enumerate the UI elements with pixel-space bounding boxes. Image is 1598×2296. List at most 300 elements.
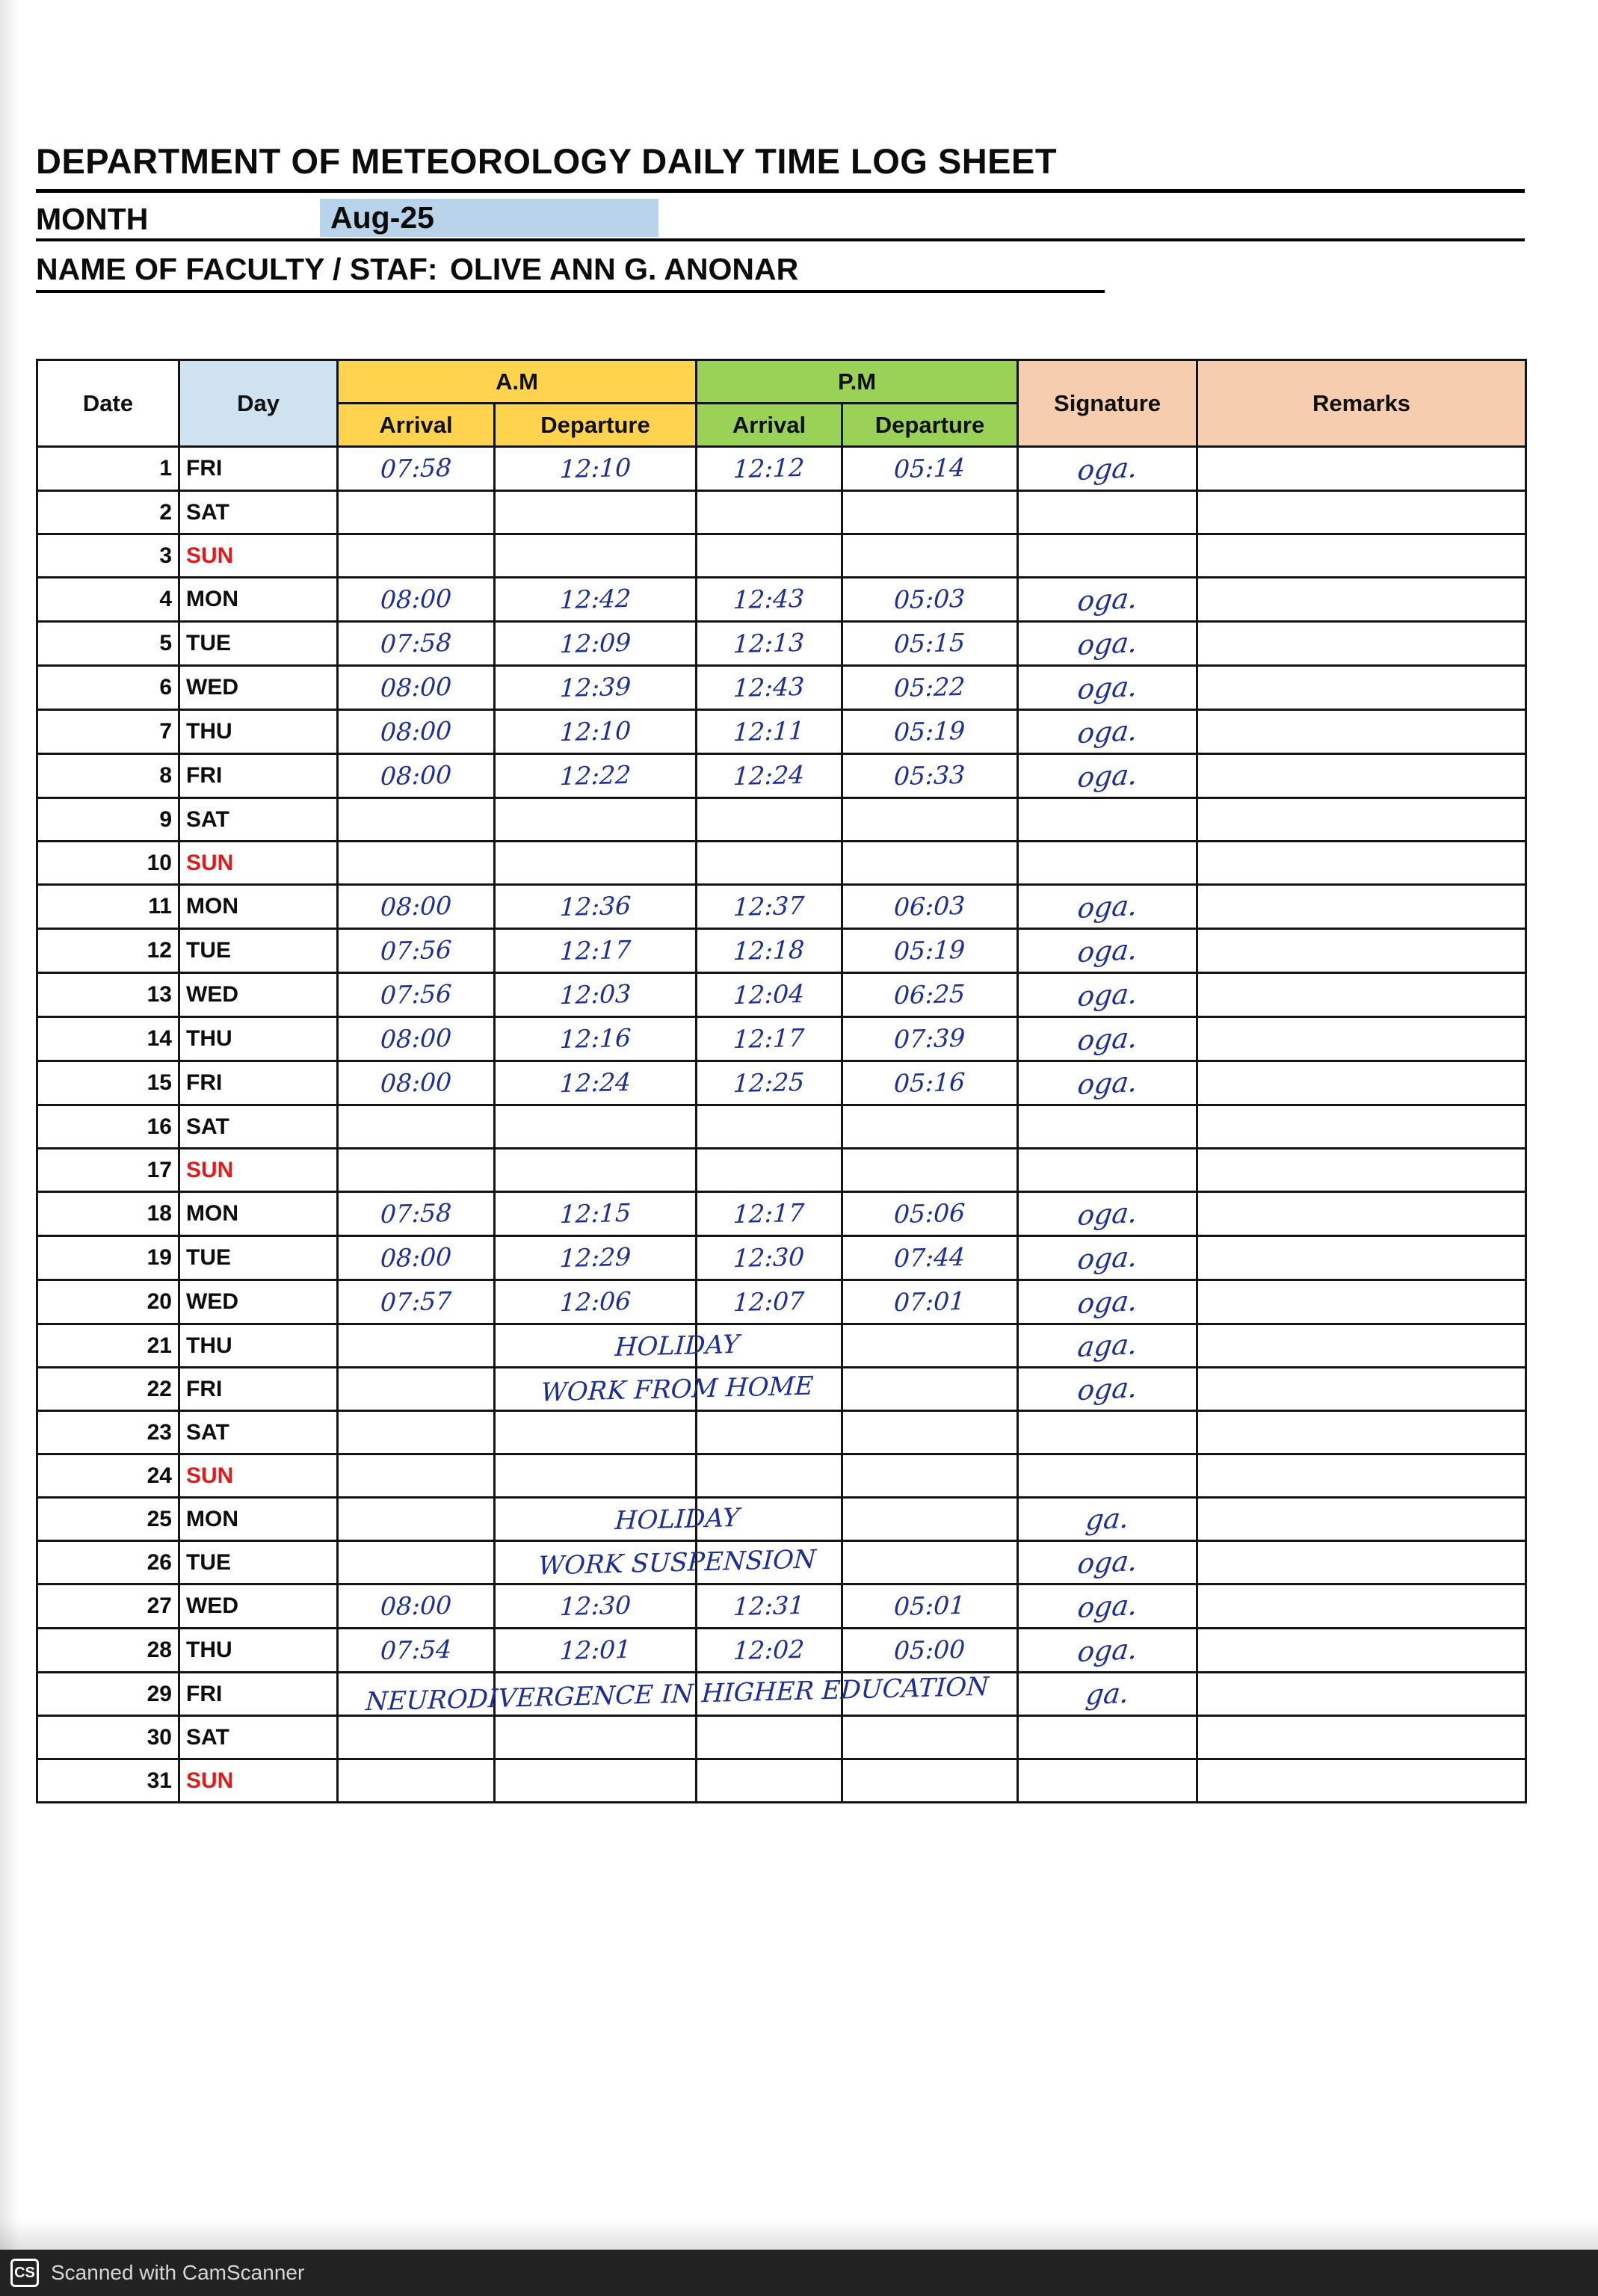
signature-cell	[1018, 1192, 1197, 1236]
handwritten-note: HOLIDAY	[614, 1329, 741, 1363]
am-departure-cell	[495, 1280, 697, 1324]
handwritten-time: 06:03	[893, 890, 966, 922]
am-departure-cell	[495, 1061, 697, 1105]
log-row	[37, 1629, 1526, 1673]
am-departure-cell	[495, 1411, 697, 1454]
remarks-cell	[1197, 885, 1526, 929]
am-departure-cell	[495, 1105, 697, 1149]
handwritten-time: 12:29	[559, 1241, 632, 1274]
am-departure-cell	[495, 973, 697, 1017]
remarks-cell	[1197, 491, 1526, 534]
date-cell: 10	[37, 842, 179, 885]
signature-cell	[1018, 1411, 1197, 1454]
log-row	[37, 1759, 1526, 1803]
day-cell: SAT	[179, 798, 338, 842]
pm-departure-cell	[842, 1105, 1018, 1149]
log-row	[37, 710, 1526, 754]
date-cell: 2	[37, 491, 179, 534]
handwritten-time: 07:01	[893, 1286, 966, 1318]
am-departure-cell	[495, 1673, 697, 1716]
header-pm-departure: Departure	[842, 404, 1018, 447]
date-cell: 8	[37, 754, 179, 798]
am-departure-cell	[495, 1759, 697, 1803]
date-cell: 5	[37, 622, 179, 666]
date-cell: 16	[37, 1105, 179, 1149]
am-arrival-cell	[338, 754, 495, 798]
handwritten-time: 05:14	[893, 452, 966, 484]
pm-arrival-cell	[697, 447, 842, 491]
handwritten-time: 05:19	[893, 715, 966, 747]
am-departure-cell	[495, 1454, 697, 1498]
pm-arrival-cell	[697, 1368, 842, 1411]
handwritten-time: 12:24	[732, 759, 806, 791]
pm-arrival-cell	[697, 1192, 842, 1236]
pm-departure-cell	[842, 578, 1018, 622]
am-arrival-cell	[338, 622, 495, 666]
handwritten-time: 08:00	[380, 890, 452, 922]
day-cell: MON	[179, 578, 338, 622]
log-row	[37, 1454, 1526, 1498]
am-arrival-cell	[338, 929, 495, 973]
signature-cell	[1018, 1105, 1197, 1149]
pm-arrival-cell	[697, 754, 842, 798]
pm-departure-cell	[842, 447, 1018, 491]
am-arrival-cell	[338, 1411, 495, 1454]
signature-mark: aga.	[1076, 1327, 1139, 1364]
log-row	[37, 622, 1526, 666]
remarks-cell	[1197, 1061, 1526, 1105]
am-arrival-cell	[338, 666, 495, 710]
pm-departure-cell	[842, 534, 1018, 578]
remarks-cell	[1197, 1629, 1526, 1673]
pm-arrival-cell	[697, 885, 842, 929]
date-cell: 19	[37, 1236, 179, 1280]
pm-arrival-cell	[697, 710, 842, 754]
am-arrival-cell	[338, 1192, 495, 1236]
remarks-cell	[1197, 1716, 1526, 1759]
pm-departure-cell	[842, 1280, 1018, 1324]
date-cell: 7	[37, 710, 179, 754]
remarks-cell	[1197, 1368, 1526, 1411]
handwritten-time: 05:22	[893, 671, 966, 703]
header-remarks: Remarks	[1197, 360, 1526, 447]
log-row	[37, 1192, 1526, 1236]
log-row	[37, 885, 1526, 929]
header-signature: Signature	[1018, 360, 1197, 447]
month-label: MONTH	[36, 202, 149, 236]
am-departure-cell	[495, 1236, 697, 1280]
date-cell: 22	[37, 1368, 179, 1411]
table-header	[37, 360, 1526, 447]
handwritten-time: 08:00	[380, 1241, 452, 1274]
am-departure-cell	[495, 754, 697, 798]
handwritten-time: 05:33	[893, 759, 966, 791]
signature-cell	[1018, 798, 1197, 842]
log-row	[37, 1541, 1526, 1584]
pm-arrival-cell	[697, 1673, 842, 1716]
handwritten-time: 12:39	[559, 671, 632, 703]
am-arrival-cell	[338, 1584, 495, 1629]
pm-departure-cell	[842, 973, 1018, 1017]
log-row	[37, 754, 1526, 798]
pm-departure-cell	[842, 622, 1018, 666]
signature-mark: oga.	[1076, 1240, 1140, 1276]
am-arrival-cell	[338, 1061, 495, 1105]
handwritten-time: 08:00	[380, 583, 452, 615]
remarks-cell	[1197, 1192, 1526, 1236]
day-cell: THU	[179, 1017, 338, 1061]
signature-cell	[1018, 1673, 1197, 1716]
pm-arrival-cell	[697, 1584, 842, 1629]
pm-departure-cell	[842, 929, 1018, 973]
am-arrival-cell	[338, 798, 495, 842]
signature-mark: oga.	[1076, 933, 1140, 969]
faculty-name-value: OLIVE ANN G. ANONAR	[449, 252, 799, 286]
date-cell: 12	[37, 929, 179, 973]
remarks-cell	[1197, 973, 1526, 1017]
remarks-cell	[1197, 534, 1526, 578]
am-departure-cell	[495, 1017, 697, 1061]
date-cell: 14	[37, 1017, 179, 1061]
date-cell: 30	[37, 1716, 179, 1759]
am-departure-cell	[495, 1629, 697, 1673]
signature-cell	[1018, 1584, 1197, 1629]
signature-mark: oga.	[1076, 1196, 1140, 1232]
signature-mark: ga.	[1084, 1502, 1131, 1537]
signature-cell	[1018, 1759, 1197, 1803]
day-cell: MON	[179, 885, 338, 929]
am-arrival-cell	[338, 1541, 817, 1584]
pm-departure-cell	[842, 1584, 1018, 1629]
signature-mark: oga.	[1076, 451, 1140, 487]
log-row	[37, 1324, 1526, 1368]
am-departure-cell	[495, 1584, 697, 1629]
remarks-cell	[1197, 1280, 1526, 1324]
pm-departure-cell	[842, 1498, 1018, 1541]
day-cell: TUE	[179, 929, 338, 973]
log-row	[37, 1673, 1526, 1716]
log-row	[37, 1236, 1526, 1280]
pm-departure-cell	[842, 1017, 1018, 1061]
pm-departure-cell	[842, 1061, 1018, 1105]
pm-arrival-cell	[697, 666, 842, 710]
pm-departure-cell	[842, 1716, 1018, 1759]
signature-mark: oga.	[1076, 626, 1140, 661]
am-departure-cell	[495, 1498, 697, 1541]
handwritten-time: 07:57	[380, 1286, 452, 1318]
signature-cell	[1018, 1629, 1197, 1673]
date-cell: 1	[37, 447, 179, 491]
page-title: DEPARTMENT OF METEOROLOGY DAILY TIME LOG SHEET	[36, 141, 1525, 193]
date-cell: 29	[37, 1673, 179, 1716]
handwritten-time: 12:36	[559, 890, 632, 922]
signature-cell	[1018, 1324, 1197, 1368]
signature-cell	[1018, 622, 1197, 666]
remarks-cell	[1197, 710, 1526, 754]
am-arrival-cell	[338, 1454, 495, 1498]
am-arrival-cell	[338, 1105, 495, 1149]
am-departure-cell	[495, 1716, 697, 1759]
signature-mark: oga.	[1076, 1544, 1140, 1581]
am-arrival-cell	[338, 842, 495, 885]
day-cell: WED	[179, 973, 338, 1017]
pm-arrival-cell	[697, 1105, 842, 1149]
header-am: A.M	[338, 360, 697, 404]
pm-departure-cell	[842, 842, 1018, 885]
am-arrival-cell	[338, 710, 495, 754]
date-cell: 9	[37, 798, 179, 842]
handwritten-time: 05:16	[893, 1067, 966, 1099]
handwritten-note: WORK SUSPENSION	[537, 1544, 817, 1581]
signature-cell	[1018, 1236, 1197, 1280]
signature-cell	[1018, 666, 1197, 710]
pm-departure-cell	[842, 1629, 1018, 1673]
am-arrival-cell	[338, 1498, 741, 1541]
handwritten-time: 12:17	[732, 1022, 806, 1055]
handwritten-time: 12:02	[732, 1634, 806, 1666]
remarks-cell	[1197, 578, 1526, 622]
signature-mark: ga.	[1084, 1676, 1131, 1712]
log-row	[37, 1105, 1526, 1149]
handwritten-time: 08:00	[380, 715, 452, 747]
signature-cell	[1018, 842, 1197, 885]
day-cell: FRI	[179, 1673, 338, 1716]
handwritten-time: 07:39	[893, 1022, 966, 1055]
pm-departure-cell	[842, 1541, 1018, 1584]
pm-arrival-cell	[697, 929, 842, 973]
remarks-cell	[1197, 1236, 1526, 1280]
pm-arrival-cell	[697, 1629, 842, 1673]
signature-mark: oga.	[1076, 1632, 1140, 1668]
day-cell: THU	[179, 710, 338, 754]
date-cell: 28	[37, 1629, 179, 1673]
handwritten-time: 07:54	[380, 1634, 452, 1666]
remarks-cell	[1197, 754, 1526, 798]
log-row	[37, 447, 1526, 491]
handwritten-time: 08:00	[380, 1590, 452, 1622]
day-cell: TUE	[179, 1541, 338, 1584]
pm-arrival-cell	[697, 1280, 842, 1324]
remarks-cell	[1197, 1541, 1526, 1584]
handwritten-time: 12:25	[732, 1067, 806, 1099]
header-day: Day	[179, 360, 338, 447]
signature-mark: oga.	[1076, 1284, 1140, 1320]
am-arrival-cell	[338, 1149, 495, 1192]
date-cell: 25	[37, 1498, 179, 1541]
signature-cell	[1018, 754, 1197, 798]
signature-cell	[1018, 578, 1197, 622]
handwritten-time: 12:37	[732, 890, 806, 922]
log-row	[37, 534, 1526, 578]
handwritten-time: 05:03	[893, 583, 966, 615]
log-row	[37, 1411, 1526, 1454]
signature-mark: oga.	[1076, 977, 1140, 1013]
signature-cell	[1018, 885, 1197, 929]
am-arrival-cell	[338, 578, 495, 622]
log-row	[37, 929, 1526, 973]
log-row	[37, 666, 1526, 710]
signature-mark: oga.	[1076, 758, 1140, 794]
am-departure-cell	[495, 447, 697, 491]
signature-mark: oga.	[1076, 1588, 1140, 1624]
signature-cell	[1018, 710, 1197, 754]
remarks-cell	[1197, 1324, 1526, 1368]
signature-mark: oga.	[1076, 1065, 1140, 1101]
pm-departure-cell	[842, 1324, 1018, 1368]
date-cell: 31	[37, 1759, 179, 1803]
pm-departure-cell	[842, 885, 1018, 929]
pm-departure-cell	[842, 491, 1018, 534]
remarks-cell	[1197, 1149, 1526, 1192]
am-arrival-cell	[338, 973, 495, 1017]
handwritten-note: WORK FROM HOME	[540, 1371, 815, 1408]
remarks-cell	[1197, 666, 1526, 710]
remarks-cell	[1197, 842, 1526, 885]
pm-arrival-cell	[697, 491, 842, 534]
day-cell: SUN	[179, 534, 338, 578]
day-cell: TUE	[179, 1236, 338, 1280]
handwritten-time: 07:56	[380, 978, 452, 1010]
handwritten-time: 12:09	[559, 627, 632, 659]
remarks-cell	[1197, 1454, 1526, 1498]
signature-cell	[1018, 491, 1197, 534]
pm-departure-cell	[842, 1236, 1018, 1280]
signature-cell	[1018, 1280, 1197, 1324]
am-departure-cell	[495, 578, 697, 622]
day-cell: SUN	[179, 1149, 338, 1192]
log-row	[37, 842, 1526, 885]
header-am-arrival: Arrival	[338, 404, 495, 447]
am-departure-cell	[495, 885, 697, 929]
log-row	[37, 1368, 1526, 1411]
pm-departure-cell	[842, 1673, 1018, 1716]
remarks-cell	[1197, 1584, 1526, 1629]
handwritten-time: 12:42	[559, 583, 632, 615]
handwritten-time: 06:25	[893, 978, 966, 1010]
signature-cell	[1018, 1454, 1197, 1498]
day-cell: SUN	[179, 842, 338, 885]
day-cell: FRI	[179, 1368, 338, 1411]
handwritten-time: 05:00	[893, 1634, 966, 1666]
am-arrival-cell	[338, 447, 495, 491]
day-cell: TUE	[179, 622, 338, 666]
am-arrival-cell	[338, 1759, 495, 1803]
pm-arrival-cell	[697, 1716, 842, 1759]
handwritten-time: 12:17	[732, 1197, 806, 1229]
handwritten-time: 12:12	[732, 452, 806, 484]
am-departure-cell	[495, 1541, 697, 1584]
handwritten-time: 08:00	[380, 1022, 452, 1055]
log-row	[37, 1149, 1526, 1192]
header-date: Date	[37, 360, 179, 447]
day-cell: SUN	[179, 1454, 338, 1498]
pm-departure-cell	[842, 1368, 1018, 1411]
log-row	[37, 1017, 1526, 1061]
pm-departure-cell	[842, 754, 1018, 798]
day-cell: MON	[179, 1498, 338, 1541]
pm-arrival-cell	[697, 622, 842, 666]
handwritten-time: 07:58	[380, 452, 452, 484]
day-cell: WED	[179, 1280, 338, 1324]
remarks-cell	[1197, 798, 1526, 842]
handwritten-time: 12:06	[559, 1286, 632, 1318]
signature-cell	[1018, 1368, 1197, 1411]
am-arrival-cell	[338, 1671, 990, 1718]
am-departure-cell	[495, 491, 697, 534]
date-cell: 21	[37, 1324, 179, 1368]
remarks-cell	[1197, 1105, 1526, 1149]
am-arrival-cell	[338, 1716, 495, 1759]
table-body	[37, 447, 1526, 1803]
handwritten-time: 07:56	[380, 934, 452, 966]
remarks-cell	[1197, 1759, 1526, 1803]
signature-mark: oga.	[1076, 1371, 1140, 1407]
day-cell: FRI	[179, 754, 338, 798]
log-row	[37, 798, 1526, 842]
handwritten-time: 12:04	[732, 978, 806, 1010]
handwritten-time: 12:03	[559, 978, 632, 1010]
pm-departure-cell	[842, 798, 1018, 842]
am-departure-cell	[495, 1324, 697, 1368]
signature-mark: oga.	[1076, 714, 1140, 750]
log-row	[37, 1584, 1526, 1629]
log-row	[37, 491, 1526, 534]
camscanner-footer-text: Scanned with CamScanner	[51, 2261, 305, 2284]
am-departure-cell	[495, 1368, 697, 1411]
day-cell: SAT	[179, 1411, 338, 1454]
day-cell: FRI	[179, 447, 338, 491]
signature-mark: oga.	[1076, 581, 1140, 617]
am-arrival-cell	[338, 1368, 815, 1411]
pm-arrival-cell	[697, 1236, 842, 1280]
am-departure-cell	[495, 798, 697, 842]
am-arrival-cell	[338, 1324, 741, 1368]
handwritten-time: 12:43	[732, 671, 806, 703]
pm-departure-cell	[842, 1192, 1018, 1236]
date-cell: 23	[37, 1411, 179, 1454]
am-arrival-cell	[338, 491, 495, 534]
am-departure-cell	[495, 1192, 697, 1236]
am-departure-cell	[495, 929, 697, 973]
handwritten-time: 12:22	[559, 759, 632, 791]
handwritten-time: 12:31	[732, 1590, 806, 1622]
handwritten-time: 12:10	[559, 715, 632, 747]
am-arrival-cell	[338, 1017, 495, 1061]
day-cell: THU	[179, 1629, 338, 1673]
handwritten-note: HOLIDAY	[614, 1502, 741, 1537]
am-arrival-cell	[338, 885, 495, 929]
log-row	[37, 1061, 1526, 1105]
am-departure-cell	[495, 622, 697, 666]
handwritten-time: 08:00	[380, 1067, 452, 1099]
handwritten-time: 12:01	[559, 1634, 632, 1666]
handwritten-time: 05:01	[893, 1590, 966, 1622]
log-row	[37, 1280, 1526, 1324]
handwritten-time: 12:17	[559, 934, 632, 966]
date-cell: 3	[37, 534, 179, 578]
camscanner-logo-icon: CS	[10, 2259, 39, 2287]
handwritten-time: 12:10	[559, 452, 632, 484]
time-log-table	[36, 359, 1527, 1803]
am-arrival-cell	[338, 1236, 495, 1280]
pm-arrival-cell	[697, 973, 842, 1017]
date-cell: 27	[37, 1584, 179, 1629]
handwritten-time: 05:19	[893, 934, 966, 966]
log-row	[37, 973, 1526, 1017]
signature-cell	[1018, 1061, 1197, 1105]
pm-arrival-cell	[697, 1149, 842, 1192]
pm-departure-cell	[842, 710, 1018, 754]
